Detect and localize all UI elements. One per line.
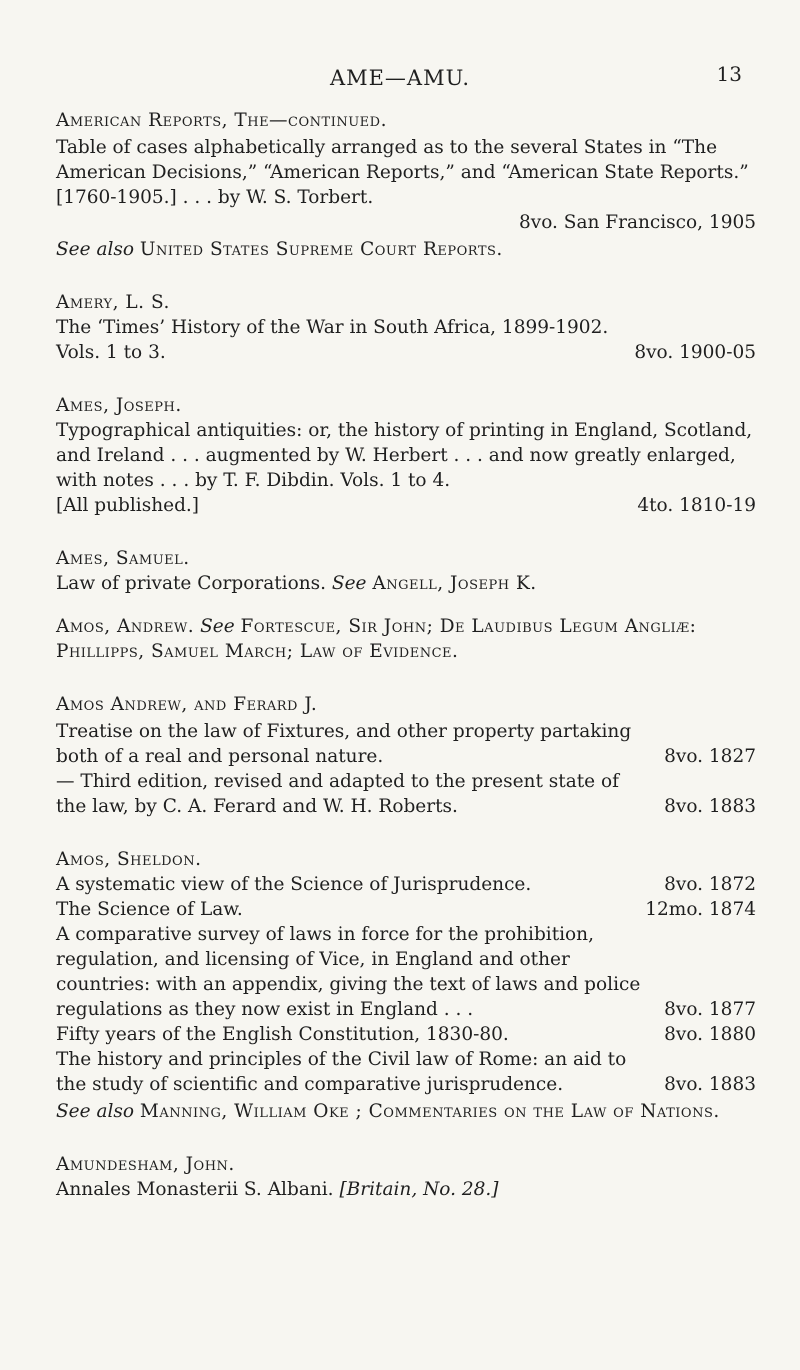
- entry-text: Typographical antiquities: or, the history of printing in England, Scotland, and Ireland . . . augmented by W. Herbert . . . and now greatly enlarged, with notes . . . by T. F. Dibdin. Vols. 1 to 4.: [56, 420, 753, 491]
- cross-reference: Manning, William Oke ; Commentaries on the Law of Nations.: [139, 1101, 720, 1122]
- entry-amos-andrew-see: [56, 614, 756, 664]
- catalogue-content: [56, 108, 756, 1202]
- entry-amery: [56, 290, 756, 365]
- see-also-label: See also: [56, 1101, 135, 1122]
- see-label: See: [331, 573, 367, 594]
- work-imprint: 8vo. 1877: [664, 999, 756, 1020]
- entry-ames-joseph: [56, 393, 756, 518]
- entry-imprint: 4to. 1810-19: [637, 495, 756, 516]
- work-title: — Third edition, revised and adapted to the present state of the law, by C. A. Ferard and W. H. Roberts.: [56, 771, 619, 817]
- entry-american-reports: [56, 108, 756, 262]
- entry-text: Annales Monasterii S. Albani.: [56, 1179, 334, 1200]
- entry-text: Table of cases alphabetically arranged as to the several States in “The American Decisions,” “American Reports,” and “American State Reports.” [1760-1905.] . . . by W. S. Torbert.: [56, 137, 749, 208]
- entry-heading: Amundesham, John.: [56, 1154, 235, 1175]
- work-imprint: 8vo. 1883: [664, 796, 756, 817]
- entry-imprint: 8vo. 1900-05: [634, 342, 756, 363]
- entry-heading: Amos Andrew, and Ferard J.: [56, 694, 318, 715]
- see-label: See: [200, 616, 235, 637]
- work-title: The history and principles of the Civil law of Rome: an aid to the study of scientific and comparative jurisprudence.: [56, 1049, 627, 1095]
- work-imprint: 8vo. 1883: [664, 1074, 756, 1095]
- entry-amos-sheldon: [56, 847, 756, 1124]
- work-title: Treatise on the law of Fixtures, and other property partaking both of a real and personal nature.: [56, 721, 632, 767]
- work-imprint: 12mo. 1874: [645, 899, 756, 920]
- see-also-label: See also: [56, 239, 135, 260]
- running-head: AME—AMU.: [329, 66, 471, 90]
- entry-heading: Ames, Samuel.: [56, 548, 190, 569]
- work-imprint: 8vo. 1872: [664, 874, 756, 895]
- cross-reference: Angell, Joseph K.: [372, 573, 537, 594]
- entry-heading: Amos, Andrew.: [56, 616, 195, 637]
- page-number: 13: [716, 62, 742, 86]
- work-title: A systematic view of the Science of Jurisprudence.: [56, 874, 532, 895]
- entry-amundesham: [56, 1152, 756, 1202]
- entry-note: [All published.]: [56, 495, 200, 516]
- work-title: A comparative survey of laws in force for the prohibition, regulation, and licensing of Vice, in England and other countries: with an appendix, giving the text of laws and police regulations as they now exist in England . . .: [56, 924, 641, 1020]
- entry-text: The ‘Times’ History of the War in South Africa, 1899-1902.: [56, 317, 609, 338]
- cross-reference: Phillipps, Samuel March; Law of Evidence.: [56, 641, 459, 662]
- work-title: Fifty years of the English Constitution, 1830-80.: [56, 1024, 509, 1045]
- work-imprint: 8vo. 1827: [664, 746, 756, 767]
- entry-heading: Ames, Joseph.: [56, 395, 182, 416]
- entry-vols: Vols. 1 to 3.: [56, 342, 166, 363]
- entry-amos-ferard: [56, 692, 756, 819]
- entry-imprint: 8vo. San Francisco, 1905: [518, 212, 756, 233]
- cross-reference: Fortescue, Sir John; De Laudibus Legum Angliæ:: [240, 616, 697, 637]
- entry-text: Law of private Corporations.: [56, 573, 327, 594]
- entry-heading: Amery, L. S.: [56, 292, 170, 313]
- cross-reference: United States Supreme Court Reports.: [139, 239, 503, 260]
- entry-heading: Amos, Sheldon.: [56, 849, 202, 870]
- entry-note: [Britain, No. 28.]: [339, 1179, 499, 1200]
- work-title: The Science of Law.: [56, 899, 243, 920]
- entry-ames-samuel: [56, 546, 756, 596]
- work-imprint: 8vo. 1880: [664, 1024, 756, 1045]
- entry-heading: American Reports, The—continued.: [56, 110, 387, 131]
